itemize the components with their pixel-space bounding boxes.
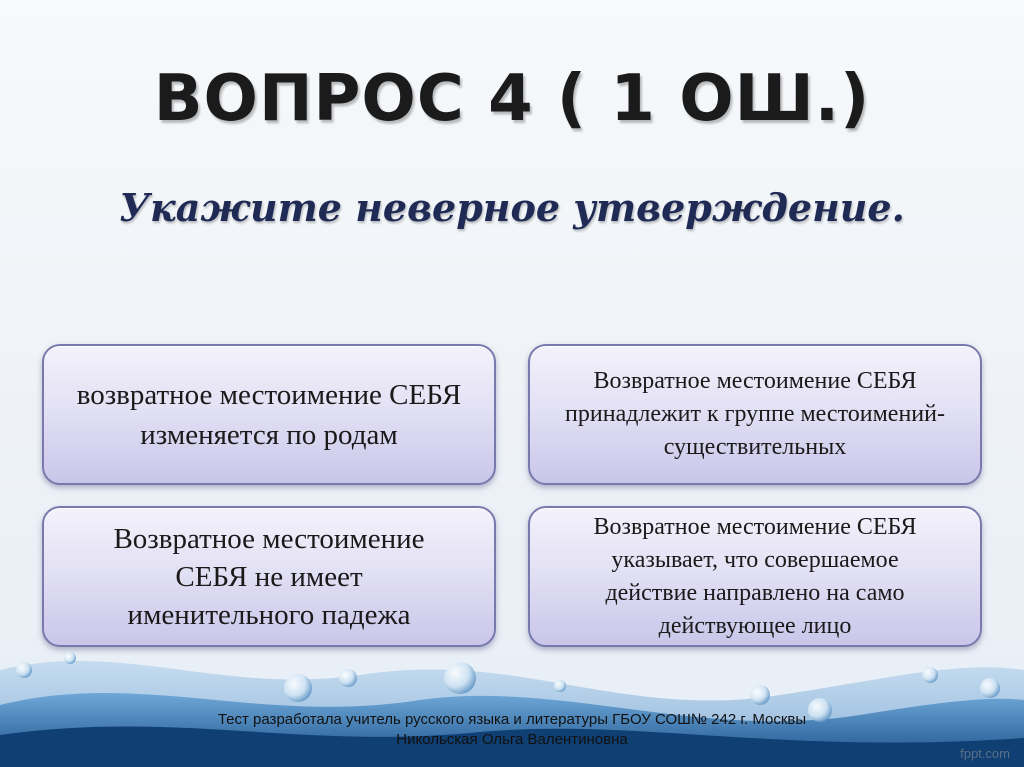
footer-line-2: Никольская Ольга Валентиновна [396,731,628,748]
slide-subtitle: Укажите неверное утверждение. [119,185,905,230]
watermark: fppt.com [960,746,1010,761]
answer-option-4-text: Возвратное местоимение СЕБЯ указывает, что совершаемое действие направлено на само действующее лицо [593,513,917,639]
answer-option-1[interactable] [42,344,496,485]
slide-title: ВОПРОС 4 ( 1 ОШ.) [153,62,871,136]
footer-line-1: Тест разработала учитель русского языка и литературы ГБОУ СОШ№ 242 г. Москвы [217,711,807,728]
answer-option-2-text: Возвратное местоимение СЕБЯ принадлежит к группе местоимений-существительных [565,368,945,460]
answer-option-3-text: Возвратное местоимение СЕБЯ не имеет именительного падежа [113,522,425,631]
answer-option-2[interactable] [528,344,982,485]
footer-credits [0,710,1024,750]
answer-option-1-text: возвратное местоимение СЕБЯ изменяется по родам [76,378,462,451]
